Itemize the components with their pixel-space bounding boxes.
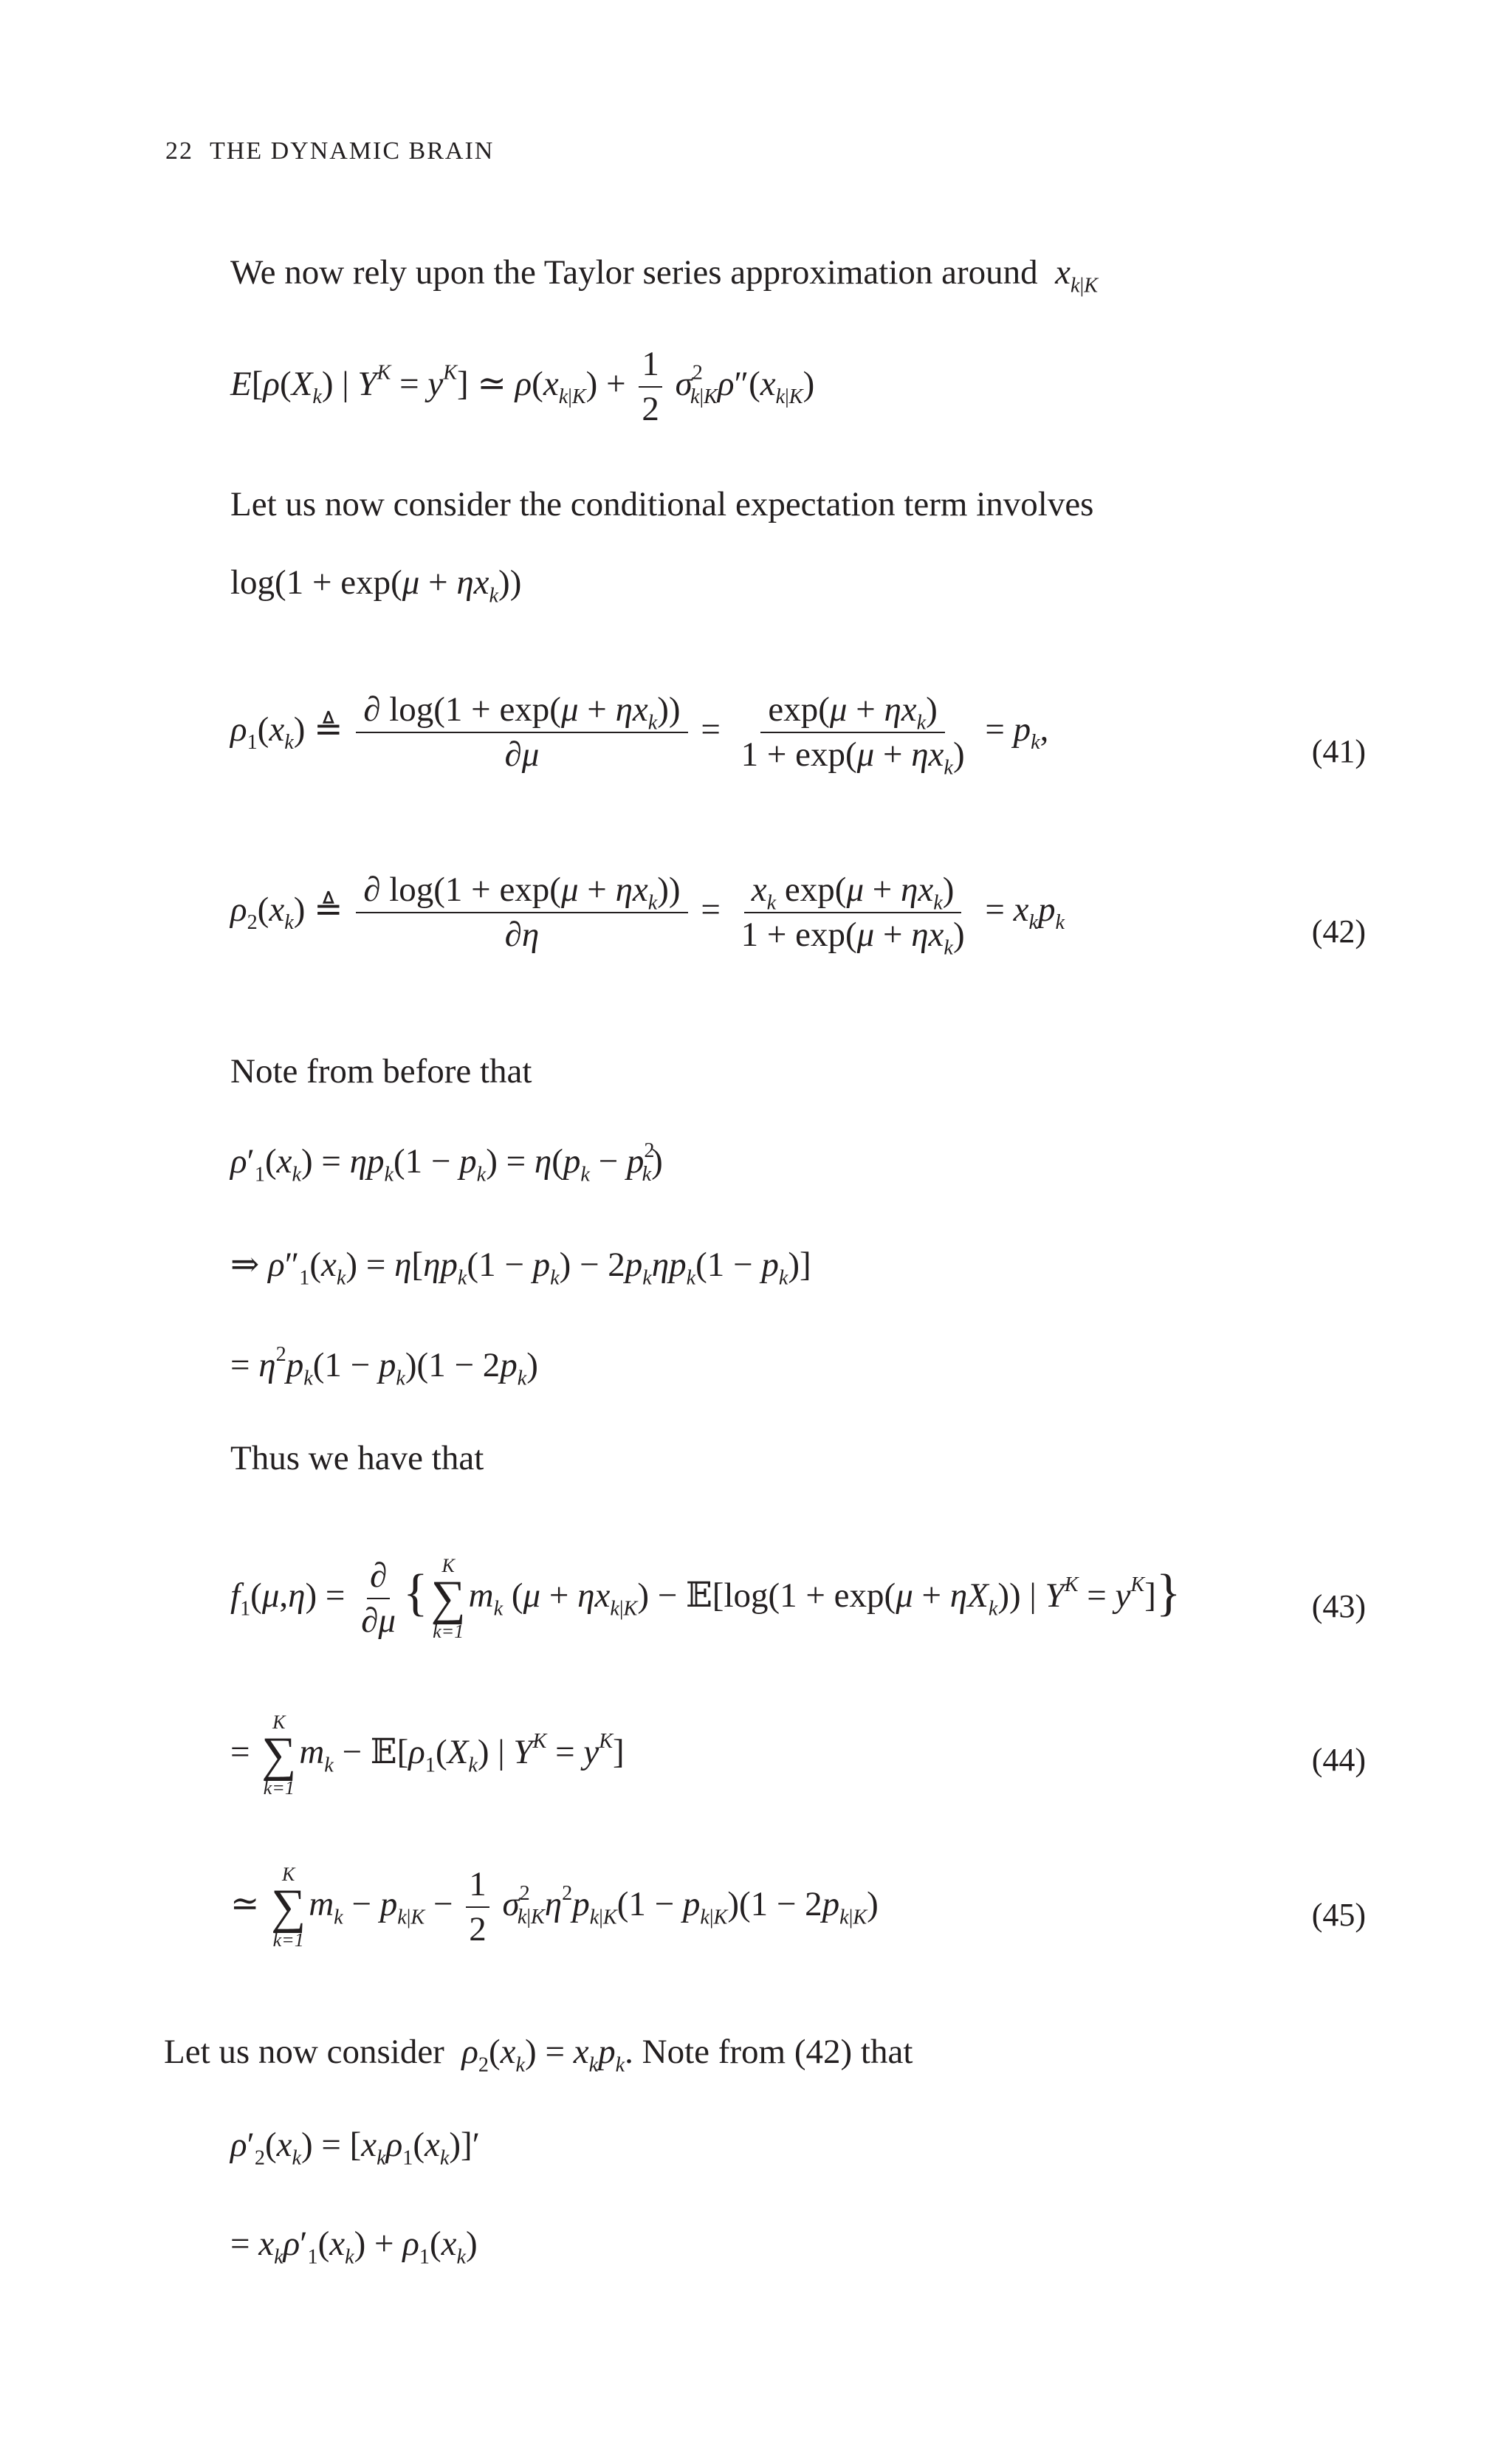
equation-45: ≃ K ∑ k=1 $m_k - p_{k|K}$ − $\frac{1}{2}$ $\sigma^2_{k|K}\eta^2p_{k|K}(1 - p_{k|K})(1 - 2p_{k|K})$ bbox=[230, 1864, 879, 1951]
equation-log-term: $\log(1 + \exp(\mu + \eta x_k))$ bbox=[230, 563, 522, 608]
paragraph-taylor-text: We now rely upon the Taylor series approximation around bbox=[230, 253, 1038, 292]
equation-44: = K ∑ k=1 $m_k$ − $𝔼[\rho_1(X_k)$ | $Y^K = y^K$] bbox=[230, 1711, 625, 1799]
paragraph-rho2-text-a: Let us now consider bbox=[164, 2033, 444, 2071]
running-title: THE DYNAMIC BRAIN bbox=[210, 137, 495, 165]
paragraph-taylor: We now rely upon the Taylor series approximation around $x_{k|K}$ bbox=[230, 253, 1099, 298]
paragraph-rho2: Let us now consider $\rho_2(x_k) = x_kp_k$. Note from (42) that bbox=[164, 2033, 913, 2077]
equation-rho1-double-prime: ⇒ $\rho''_1(x_k) = \eta[\eta p_k(1 - p_k) - 2p_k\eta p_k(1 - p_k)]$ bbox=[230, 1246, 811, 1290]
equation-41: $\rho_1(x_k)$ ≜ $\frac{\partial \log(1 + \exp(\mu + \eta x_k))}{\partial\mu}$ = $\frac{\exp(\mu + \eta x_k)}{1 + \exp(\mu + \eta x_k)}$ = $p_k$, bbox=[230, 690, 1049, 780]
equation-number-44: (44) bbox=[1311, 1742, 1366, 1778]
equation-43: $f_1(\mu,\eta)$ = $\frac{\partial}{\partial\mu}$ { K ∑ k=1 $m_k$ $(\mu + \eta x_{k|K})$ − 𝔼[log(1 + $\exp(\mu + \eta X_k)$) | $Y^K = y^K$]} bbox=[230, 1555, 1181, 1642]
paragraph-thus: Thus we have that bbox=[230, 1439, 484, 1477]
equation-number-41: (41) bbox=[1311, 733, 1366, 769]
equation-rho2-prime: $\rho'_2(x_k) = [x_k\rho_1(x_k)]'$ bbox=[230, 2126, 480, 2170]
page-number: 22 bbox=[165, 137, 193, 165]
equation-rho1-simplified: = $\eta^2p_k(1 - p_k)(1 - 2p_k)$ bbox=[230, 1342, 538, 1390]
paragraph-rho2-text-b: . Note from (42) that bbox=[625, 2033, 913, 2071]
paragraph-note-before: Note from before that bbox=[230, 1052, 532, 1091]
paragraph-conditional: Let us now consider the conditional expectation term involves bbox=[230, 485, 1094, 523]
equation-rho2-expanded: = $x_k\rho'_1(x_k) + \rho_1(x_k)$ bbox=[230, 2225, 478, 2269]
equation-rho1-prime: $\rho'_1(x_k) = \eta p_k(1 - p_k) = \eta(p_k - p^2_k)$ bbox=[230, 1139, 663, 1187]
equation-taylor-approx: $E[\rho(X_k)$ | $Y^K = y^K$] ≃ $\rho(x_{k|K})$ + $\frac{1}{2}$ $\sigma^2_{k|K}\rho''(x_{k|K})$ bbox=[230, 345, 815, 428]
equation-number-45: (45) bbox=[1311, 1897, 1366, 1933]
equation-number-43: (43) bbox=[1311, 1588, 1366, 1624]
equation-42: $\rho_2(x_k)$ ≜ $\frac{\partial \log(1 + \exp(\mu + \eta x_k))}{\partial\eta}$ = $\frac{x_k \exp(\mu + \eta x_k)}{1 + \exp(\mu + \eta x_k)}$ = $x_kp_k$ bbox=[230, 871, 1065, 960]
running-header bbox=[165, 137, 494, 165]
equation-number-42: (42) bbox=[1311, 913, 1366, 950]
